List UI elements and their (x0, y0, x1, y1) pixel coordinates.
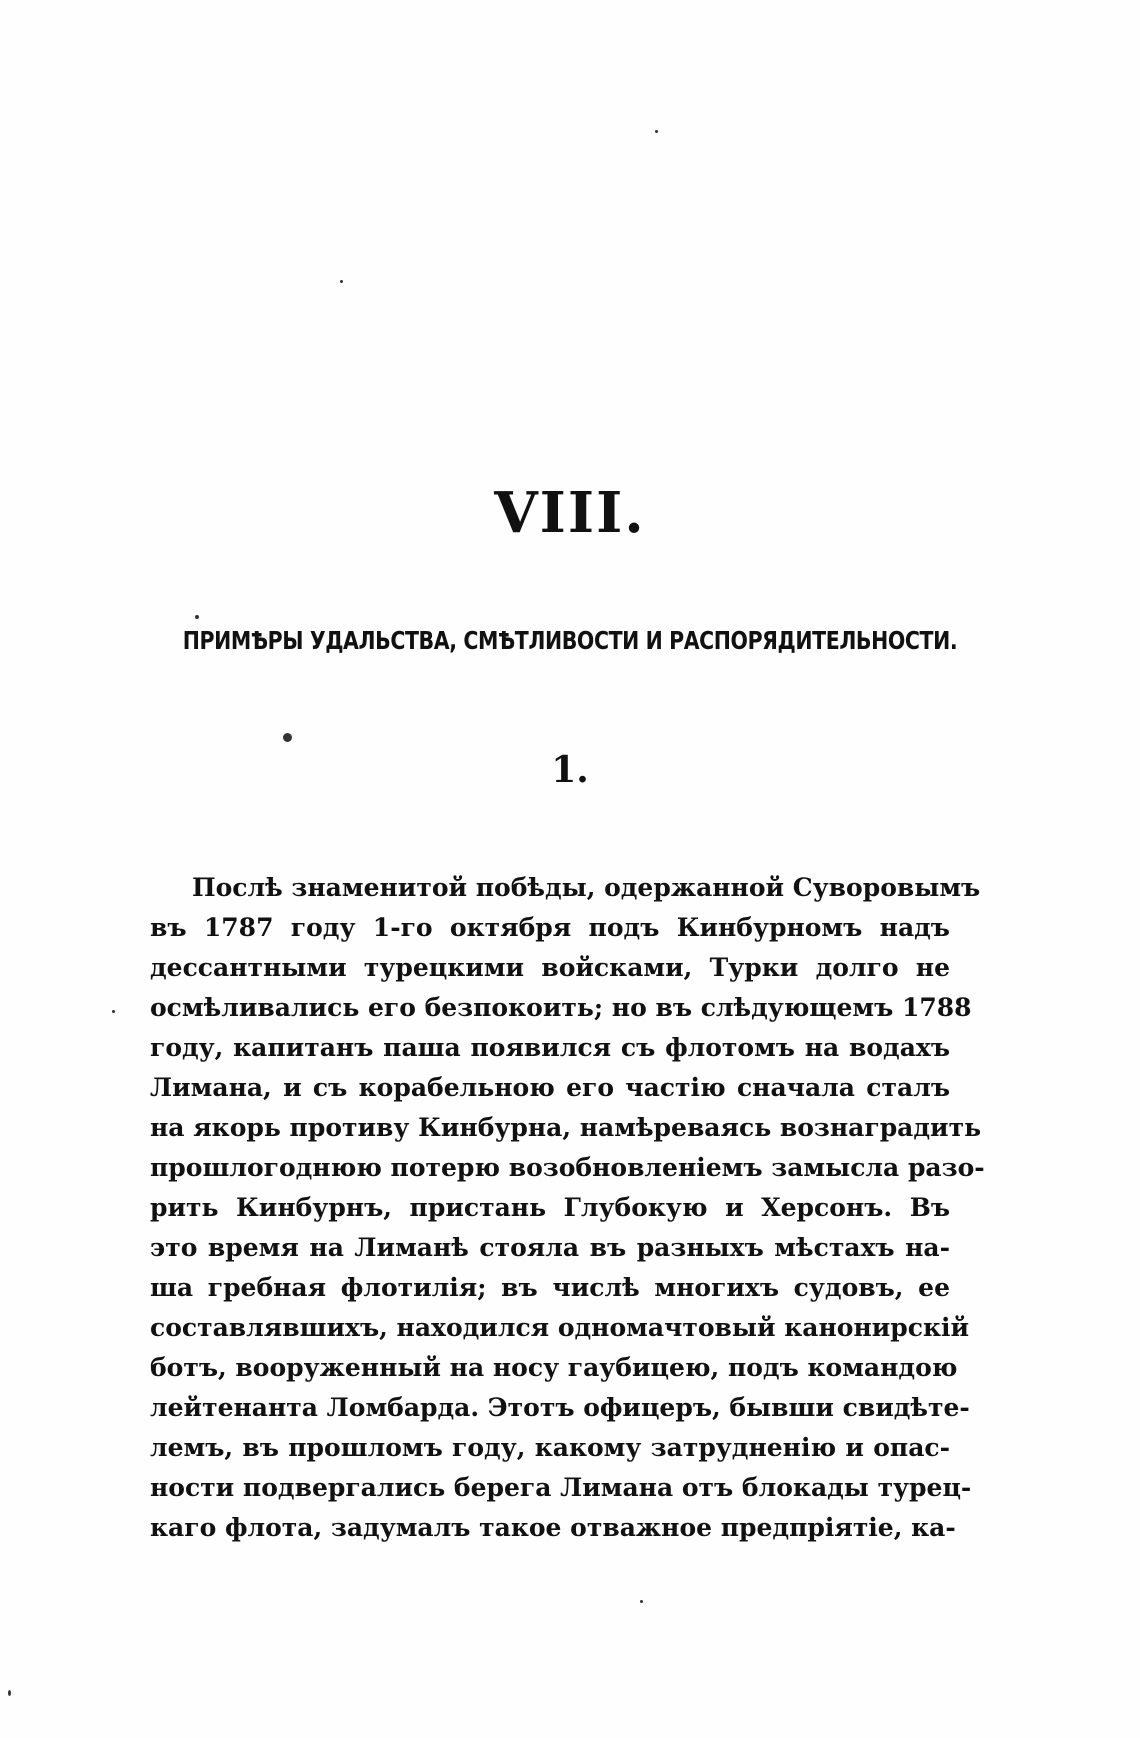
scan-speck (195, 615, 199, 619)
chapter-title: ПРИМѢРЫ УДАЛЬСТВА, СМѢТЛИВОСТИ И РАСПОРЯДИТЕЛЬНОСТИ. (182, 626, 958, 655)
scan-speck (655, 130, 658, 133)
text-line: году, капитанъ паша появился съ флотомъ на водахъ (150, 1033, 950, 1062)
text-line: прошлогоднюю потерю возобновленіемъ замысла разо- (150, 1153, 985, 1182)
section-number: 1. (551, 749, 589, 791)
text-line: рить Кинбурнъ, пристань Глубокую и Херсонъ. Въ (150, 1193, 950, 1222)
scan-speck (283, 733, 292, 742)
chapter-number: VIII. (494, 480, 646, 546)
text-line: составлявшихъ, находился одномачтовый канонирскій (150, 1313, 970, 1342)
text-line: дессантными турецкими войсками, Турки долго не (150, 953, 950, 982)
text-line: въ 1787 году 1-го октября подъ Кинбурномъ надъ (150, 913, 950, 942)
text-line: лейтенанта Ломбарда. Этотъ офицеръ, бывши свидѣте- (150, 1393, 970, 1422)
text-line: ботъ, вооруженный на носу гаубицею, подъ командою (150, 1353, 958, 1382)
text-line: на якорь противу Кинбурна, намѣреваясь вознаградить (150, 1113, 982, 1142)
text-line: каго флота, задумалъ такое отважное предпріятіе, ка- (150, 1513, 956, 1542)
text-line: ности подвергались берега Лимана отъ блокады турец- (150, 1473, 972, 1502)
text-line: Лимана, и съ корабельною его частію сначала сталъ (150, 1073, 950, 1102)
scan-speck (340, 280, 343, 283)
scan-speck (640, 1600, 643, 1603)
text-line: Послѣ знаменитой побѣды, одержанной Суворовымъ (192, 873, 981, 902)
body-text (150, 868, 985, 1548)
text-line: ша гребная флотилія; въ числѣ многихъ судовъ, ее (150, 1273, 950, 1302)
text-line: лемъ, въ прошломъ году, какому затрудненію и опас- (150, 1433, 950, 1462)
scan-speck (112, 1010, 115, 1013)
text-line: это время на Лиманѣ стояла въ разныхъ мѣстахъ на- (150, 1233, 950, 1262)
scan-speck (8, 1690, 11, 1696)
text-line: осмѣливались его безпокоить; но въ слѣдующемъ 1788 (150, 993, 972, 1022)
